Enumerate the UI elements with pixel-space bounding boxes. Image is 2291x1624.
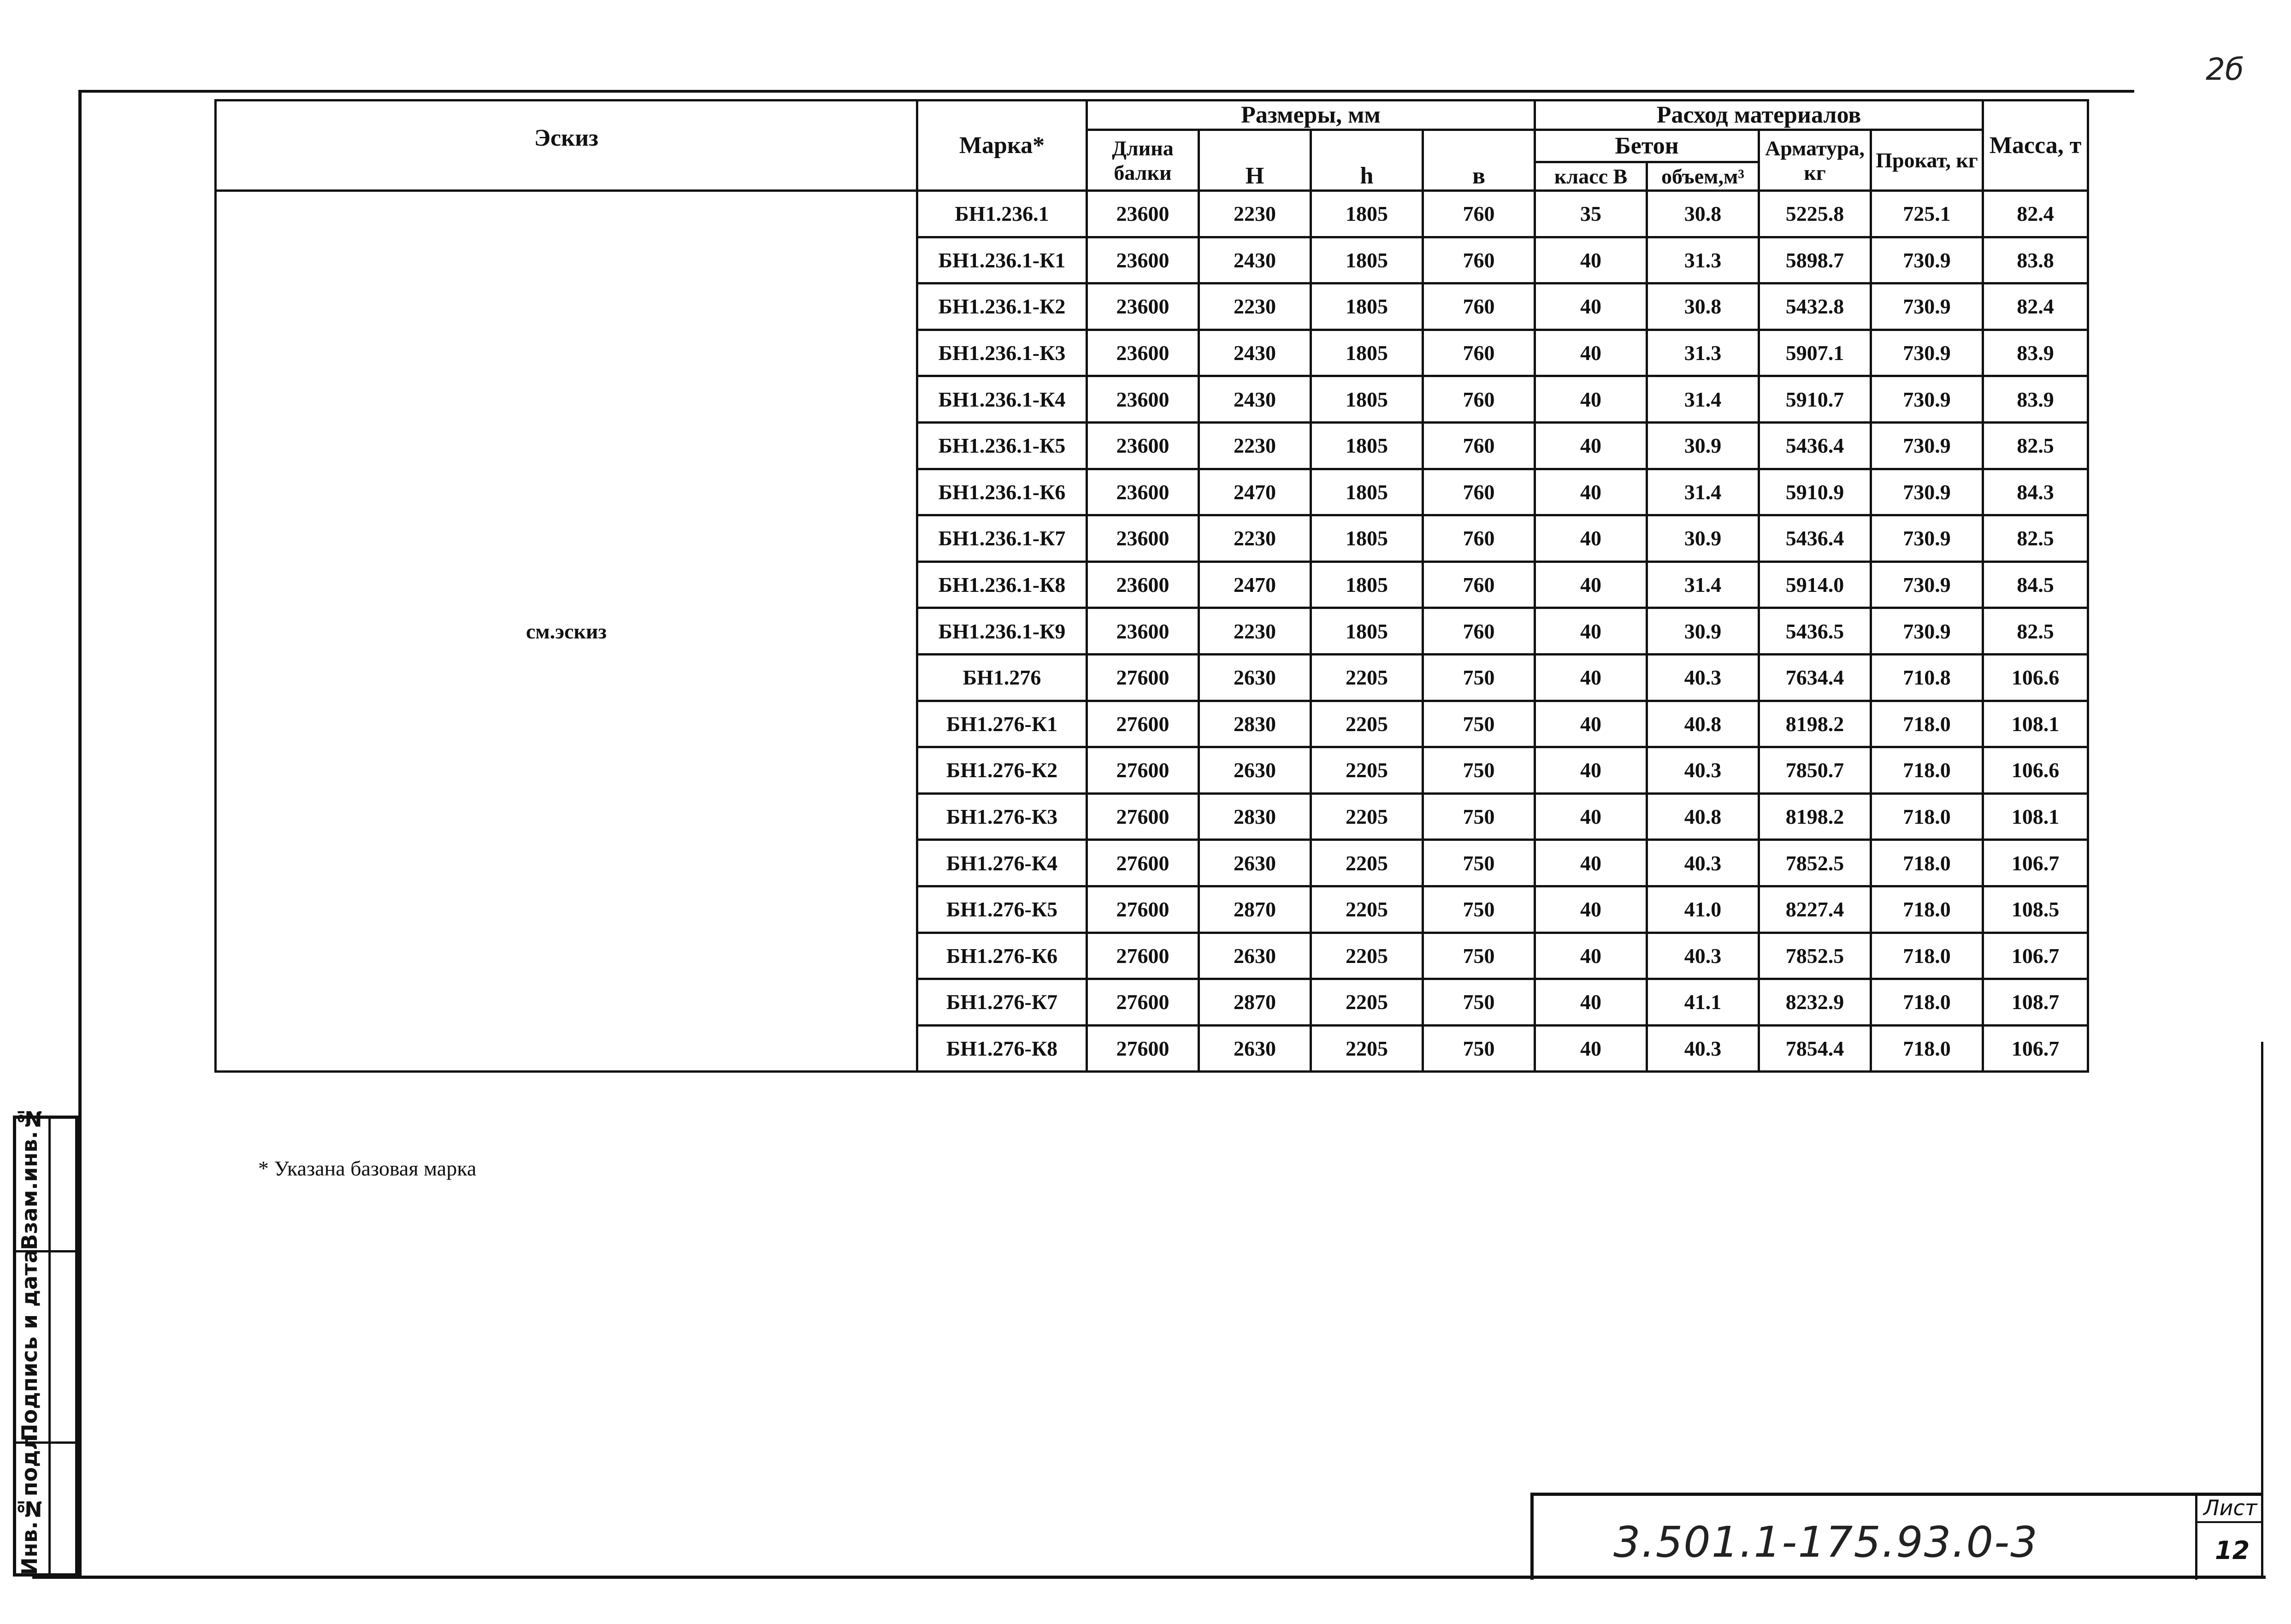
cell-mark: БН1.236.1-К2 bbox=[917, 283, 1087, 330]
cell-mass: 108.7 bbox=[1983, 979, 2088, 1026]
cell-b: 750 bbox=[1423, 886, 1535, 933]
cell-rebar: 7850.7 bbox=[1759, 747, 1871, 794]
cell-b: 760 bbox=[1423, 561, 1535, 608]
cell-mass: 82.4 bbox=[1983, 283, 2088, 330]
cell-h: 2205 bbox=[1311, 654, 1423, 701]
sheet-label: Лист bbox=[2203, 1495, 2257, 1520]
cell-h: 1805 bbox=[1311, 237, 1423, 283]
cell-concrete-volume: 40.8 bbox=[1647, 793, 1759, 840]
cell-mark: БН1.276-К2 bbox=[917, 747, 1087, 794]
header-beam-length: Длина балки bbox=[1087, 130, 1199, 191]
cell-rolled: 718.0 bbox=[1871, 933, 1983, 979]
cell-h: 1805 bbox=[1311, 422, 1423, 469]
cell-mass: 106.7 bbox=[1983, 933, 2088, 979]
cell-concrete-volume: 31.3 bbox=[1647, 330, 1759, 376]
cell-rebar: 7854.4 bbox=[1759, 1025, 1871, 1072]
cell-rebar: 7852.5 bbox=[1759, 933, 1871, 979]
header-materials: Расход материалов bbox=[1535, 100, 1983, 130]
footnote: * Указана базовая марка bbox=[258, 1157, 477, 1180]
cell-mark: БН1.236.1-К5 bbox=[917, 422, 1087, 469]
cell-h: 1805 bbox=[1311, 608, 1423, 655]
side-stamp bbox=[13, 1106, 78, 1577]
cell-b: 760 bbox=[1423, 191, 1535, 237]
cell-concrete-class: 40 bbox=[1535, 237, 1647, 283]
cell-h: 1805 bbox=[1311, 376, 1423, 423]
header-H: H bbox=[1199, 130, 1311, 191]
cell-mass: 83.9 bbox=[1983, 330, 2088, 376]
cell-rebar: 8198.2 bbox=[1759, 701, 1871, 747]
cell-h: 1805 bbox=[1311, 561, 1423, 608]
cell-beam-length: 27600 bbox=[1087, 747, 1199, 794]
header-rebar: Арматура, кг bbox=[1759, 130, 1871, 191]
cell-rolled: 718.0 bbox=[1871, 747, 1983, 794]
page-number: 2б bbox=[2206, 52, 2244, 87]
cell-concrete-class: 40 bbox=[1535, 747, 1647, 794]
cell-rebar: 5910.9 bbox=[1759, 469, 1871, 515]
cell-h: 1805 bbox=[1311, 469, 1423, 515]
cell-rebar: 5898.7 bbox=[1759, 237, 1871, 283]
cell-beam-length: 27600 bbox=[1087, 840, 1199, 886]
cell-rolled: 730.9 bbox=[1871, 561, 1983, 608]
cell-mass: 106.6 bbox=[1983, 747, 2088, 794]
cell-concrete-volume: 30.9 bbox=[1647, 515, 1759, 562]
header-concrete: Бетон bbox=[1535, 130, 1759, 162]
cell-rolled: 725.1 bbox=[1871, 191, 1983, 237]
sheet-number: 12 bbox=[2215, 1536, 2250, 1565]
cell-h: 2205 bbox=[1311, 840, 1423, 886]
cell-h: 2205 bbox=[1311, 1025, 1423, 1072]
cell-mass: 82.4 bbox=[1983, 191, 2088, 237]
stamp-signature-date: Подпись и дата bbox=[17, 1249, 42, 1441]
cell-beam-length: 27600 bbox=[1087, 979, 1199, 1026]
cell-beam-length: 27600 bbox=[1087, 933, 1199, 979]
cell-b: 750 bbox=[1423, 747, 1535, 794]
cell-mass: 84.5 bbox=[1983, 561, 2088, 608]
cell-mark: БН1.236.1-К4 bbox=[917, 376, 1087, 423]
cell-beam-length: 23600 bbox=[1087, 469, 1199, 515]
cell-concrete-volume: 30.9 bbox=[1647, 608, 1759, 655]
cell-mass: 106.7 bbox=[1983, 1025, 2088, 1072]
cell-rolled: 710.8 bbox=[1871, 654, 1983, 701]
cell-beam-length: 27600 bbox=[1087, 886, 1199, 933]
cell-concrete-volume: 30.9 bbox=[1647, 422, 1759, 469]
cell-H: 2830 bbox=[1199, 793, 1311, 840]
cell-concrete-class: 40 bbox=[1535, 933, 1647, 979]
cell-rolled: 718.0 bbox=[1871, 793, 1983, 840]
cell-beam-length: 23600 bbox=[1087, 330, 1199, 376]
cell-b: 760 bbox=[1423, 237, 1535, 283]
cell-beam-length: 23600 bbox=[1087, 422, 1199, 469]
cell-H: 2230 bbox=[1199, 422, 1311, 469]
cell-rebar: 5907.1 bbox=[1759, 330, 1871, 376]
cell-rebar: 7852.5 bbox=[1759, 840, 1871, 886]
cell-mass: 83.9 bbox=[1983, 376, 2088, 423]
cell-H: 2230 bbox=[1199, 191, 1311, 237]
cell-b: 760 bbox=[1423, 469, 1535, 515]
cell-mass: 106.6 bbox=[1983, 654, 2088, 701]
cell-H: 2830 bbox=[1199, 701, 1311, 747]
cell-h: 1805 bbox=[1311, 191, 1423, 237]
cell-concrete-volume: 40.8 bbox=[1647, 701, 1759, 747]
cell-beam-length: 23600 bbox=[1087, 561, 1199, 608]
cell-mark: БН1.236.1-К1 bbox=[917, 237, 1087, 283]
cell-mark: БН1.236.1-К8 bbox=[917, 561, 1087, 608]
frame-left-border bbox=[78, 90, 82, 1579]
cell-h: 2205 bbox=[1311, 747, 1423, 794]
cell-rebar: 5910.7 bbox=[1759, 376, 1871, 423]
header-concrete-class: класс В bbox=[1535, 162, 1647, 191]
cell-h: 2205 bbox=[1311, 886, 1423, 933]
cell-rebar: 8227.4 bbox=[1759, 886, 1871, 933]
cell-mass: 82.5 bbox=[1983, 515, 2088, 562]
header-mark: Марка* bbox=[917, 100, 1087, 191]
cell-mark: БН1.276-К4 bbox=[917, 840, 1087, 886]
cell-rolled: 730.9 bbox=[1871, 237, 1983, 283]
cell-mark: БН1.276-К7 bbox=[917, 979, 1087, 1026]
cell-H: 2230 bbox=[1199, 515, 1311, 562]
materials-table bbox=[214, 99, 2089, 1073]
table-body bbox=[216, 191, 2088, 1072]
cell-mark: БН1.236.1-К3 bbox=[917, 330, 1087, 376]
cell-H: 2430 bbox=[1199, 237, 1311, 283]
cell-h: 1805 bbox=[1311, 515, 1423, 562]
header-b: в bbox=[1423, 130, 1535, 191]
cell-b: 760 bbox=[1423, 608, 1535, 655]
cell-mass: 106.7 bbox=[1983, 840, 2088, 886]
cell-concrete-volume: 30.8 bbox=[1647, 283, 1759, 330]
cell-rolled: 730.9 bbox=[1871, 515, 1983, 562]
cell-beam-length: 23600 bbox=[1087, 191, 1199, 237]
cell-beam-length: 23600 bbox=[1087, 608, 1199, 655]
cell-beam-length: 23600 bbox=[1087, 237, 1199, 283]
cell-mass: 84.3 bbox=[1983, 469, 2088, 515]
header-dimensions: Размеры, мм bbox=[1087, 100, 1535, 130]
cell-mark: БН1.236.1 bbox=[917, 191, 1087, 237]
cell-concrete-class: 40 bbox=[1535, 561, 1647, 608]
cell-mark: БН1.276-К8 bbox=[917, 1025, 1087, 1072]
cell-mark: БН1.236.1-К7 bbox=[917, 515, 1087, 562]
cell-H: 2630 bbox=[1199, 933, 1311, 979]
cell-concrete-class: 40 bbox=[1535, 608, 1647, 655]
cell-concrete-class: 40 bbox=[1535, 515, 1647, 562]
cell-beam-length: 27600 bbox=[1087, 1025, 1199, 1072]
cell-h: 1805 bbox=[1311, 330, 1423, 376]
frame-top-border bbox=[78, 90, 2134, 93]
cell-b: 750 bbox=[1423, 654, 1535, 701]
cell-b: 750 bbox=[1423, 1025, 1535, 1072]
cell-h: 2205 bbox=[1311, 701, 1423, 747]
cell-mark: БН1.276-К3 bbox=[917, 793, 1087, 840]
cell-h: 2205 bbox=[1311, 979, 1423, 1026]
header-sketch: Эскиз bbox=[216, 100, 917, 191]
cell-H: 2470 bbox=[1199, 469, 1311, 515]
cell-concrete-class: 40 bbox=[1535, 701, 1647, 747]
cell-concrete-class: 40 bbox=[1535, 886, 1647, 933]
cell-b: 760 bbox=[1423, 376, 1535, 423]
cell-mass: 83.8 bbox=[1983, 237, 2088, 283]
cell-rebar: 7634.4 bbox=[1759, 654, 1871, 701]
stamp-replacement-inv: Взам.инв.№ bbox=[17, 1106, 42, 1250]
cell-concrete-class: 40 bbox=[1535, 469, 1647, 515]
cell-b: 750 bbox=[1423, 701, 1535, 747]
cell-concrete-volume: 40.3 bbox=[1647, 840, 1759, 886]
cell-rolled: 730.9 bbox=[1871, 330, 1983, 376]
cell-concrete-class: 40 bbox=[1535, 376, 1647, 423]
header-mass: Масса, т bbox=[1983, 100, 2088, 191]
cell-rebar: 5436.4 bbox=[1759, 422, 1871, 469]
cell-H: 2470 bbox=[1199, 561, 1311, 608]
sheet-separator bbox=[2195, 1521, 2261, 1523]
cell-concrete-volume: 31.4 bbox=[1647, 561, 1759, 608]
cell-rolled: 730.9 bbox=[1871, 376, 1983, 423]
cell-H: 2630 bbox=[1199, 654, 1311, 701]
cell-mass: 82.5 bbox=[1983, 422, 2088, 469]
cell-concrete-class: 40 bbox=[1535, 330, 1647, 376]
cell-rolled: 718.0 bbox=[1871, 701, 1983, 747]
cell-h: 2205 bbox=[1311, 933, 1423, 979]
cell-concrete-class: 40 bbox=[1535, 283, 1647, 330]
header-concrete-volume: объем,м³ bbox=[1647, 162, 1759, 191]
cell-concrete-volume: 31.4 bbox=[1647, 376, 1759, 423]
cell-mark: БН1.276-К5 bbox=[917, 886, 1087, 933]
cell-H: 2630 bbox=[1199, 747, 1311, 794]
cell-concrete-volume: 40.3 bbox=[1647, 933, 1759, 979]
stamp-divider bbox=[48, 1119, 51, 1573]
cell-rebar: 8198.2 bbox=[1759, 793, 1871, 840]
cell-b: 750 bbox=[1423, 840, 1535, 886]
cell-rebar: 5225.8 bbox=[1759, 191, 1871, 237]
cell-b: 750 bbox=[1423, 793, 1535, 840]
cell-rolled: 718.0 bbox=[1871, 979, 1983, 1026]
cell-b: 760 bbox=[1423, 515, 1535, 562]
cell-H: 2630 bbox=[1199, 840, 1311, 886]
cell-rebar: 5432.8 bbox=[1759, 283, 1871, 330]
cell-H: 2870 bbox=[1199, 886, 1311, 933]
cell-h: 2205 bbox=[1311, 793, 1423, 840]
cell-rolled: 730.9 bbox=[1871, 469, 1983, 515]
cell-b: 760 bbox=[1423, 283, 1535, 330]
sketch-note: см.эскиз bbox=[216, 191, 917, 1072]
cell-concrete-class: 40 bbox=[1535, 793, 1647, 840]
cell-rebar: 5436.5 bbox=[1759, 608, 1871, 655]
cell-mark: БН1.276-К6 bbox=[917, 933, 1087, 979]
cell-beam-length: 27600 bbox=[1087, 654, 1199, 701]
cell-rolled: 718.0 bbox=[1871, 1025, 1983, 1072]
cell-rolled: 730.9 bbox=[1871, 283, 1983, 330]
cell-mass: 108.1 bbox=[1983, 701, 2088, 747]
cell-concrete-volume: 40.3 bbox=[1647, 747, 1759, 794]
cell-rebar: 5436.4 bbox=[1759, 515, 1871, 562]
cell-H: 2230 bbox=[1199, 608, 1311, 655]
cell-mark: БН1.236.1-К9 bbox=[917, 608, 1087, 655]
cell-concrete-volume: 30.8 bbox=[1647, 191, 1759, 237]
cell-concrete-volume: 40.3 bbox=[1647, 1025, 1759, 1072]
cell-H: 2870 bbox=[1199, 979, 1311, 1026]
cell-mass: 108.5 bbox=[1983, 886, 2088, 933]
cell-mark: БН1.276-К1 bbox=[917, 701, 1087, 747]
cell-b: 760 bbox=[1423, 422, 1535, 469]
cell-mark: БН1.236.1-К6 bbox=[917, 469, 1087, 515]
cell-beam-length: 23600 bbox=[1087, 515, 1199, 562]
stamp-inv-original: Инв.№подл. bbox=[17, 1426, 42, 1575]
cell-beam-length: 23600 bbox=[1087, 376, 1199, 423]
cell-b: 750 bbox=[1423, 979, 1535, 1026]
cell-mark: БН1.276 bbox=[917, 654, 1087, 701]
cell-b: 750 bbox=[1423, 933, 1535, 979]
document-code: 3.501.1-175.93.0-3 bbox=[1613, 1518, 2038, 1567]
cell-beam-length: 27600 bbox=[1087, 793, 1199, 840]
cell-mass: 108.1 bbox=[1983, 793, 2088, 840]
cell-concrete-volume: 40.3 bbox=[1647, 654, 1759, 701]
cell-H: 2430 bbox=[1199, 330, 1311, 376]
cell-concrete-class: 40 bbox=[1535, 1025, 1647, 1072]
cell-rolled: 718.0 bbox=[1871, 886, 1983, 933]
cell-rolled: 730.9 bbox=[1871, 422, 1983, 469]
cell-rebar: 5914.0 bbox=[1759, 561, 1871, 608]
cell-beam-length: 23600 bbox=[1087, 283, 1199, 330]
table-row bbox=[216, 191, 2088, 237]
cell-concrete-class: 40 bbox=[1535, 654, 1647, 701]
cell-concrete-class: 35 bbox=[1535, 191, 1647, 237]
header-rolled: Прокат, кг bbox=[1871, 130, 1983, 191]
cell-rebar: 8232.9 bbox=[1759, 979, 1871, 1026]
cell-concrete-volume: 31.4 bbox=[1647, 469, 1759, 515]
cell-b: 760 bbox=[1423, 330, 1535, 376]
cell-concrete-class: 40 bbox=[1535, 840, 1647, 886]
cell-concrete-class: 40 bbox=[1535, 422, 1647, 469]
cell-concrete-volume: 31.3 bbox=[1647, 237, 1759, 283]
header-h: h bbox=[1311, 130, 1423, 191]
cell-H: 2430 bbox=[1199, 376, 1311, 423]
cell-concrete-class: 40 bbox=[1535, 979, 1647, 1026]
cell-mass: 82.5 bbox=[1983, 608, 2088, 655]
cell-h: 1805 bbox=[1311, 283, 1423, 330]
cell-concrete-volume: 41.1 bbox=[1647, 979, 1759, 1026]
cell-rolled: 730.9 bbox=[1871, 608, 1983, 655]
cell-H: 2230 bbox=[1199, 283, 1311, 330]
cell-H: 2630 bbox=[1199, 1025, 1311, 1072]
cell-beam-length: 27600 bbox=[1087, 701, 1199, 747]
cell-concrete-volume: 41.0 bbox=[1647, 886, 1759, 933]
cell-rolled: 718.0 bbox=[1871, 840, 1983, 886]
